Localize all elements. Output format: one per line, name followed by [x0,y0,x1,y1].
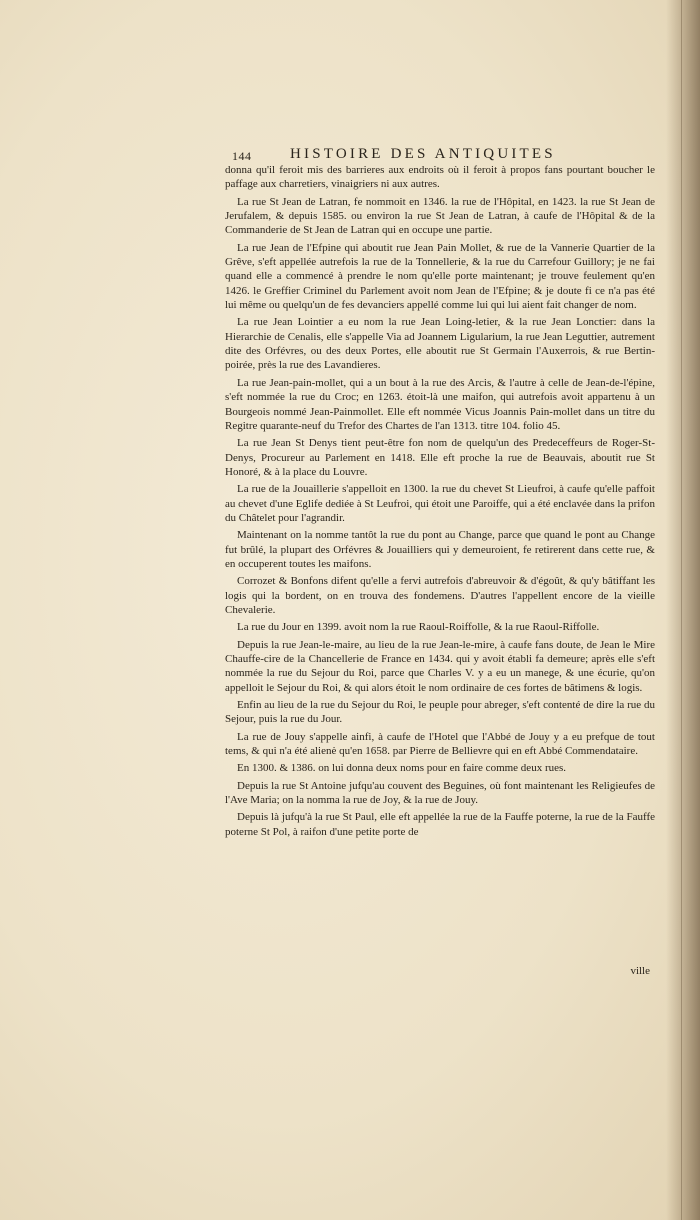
paragraph-sejour-du-roi: Enfin au lieu de la rue du Sejour du Roi, le peuple pour abreger, s'eft contenté de dire la rue du Sejour, puis la rue du Jour. [225,699,655,726]
paragraph-jean-le-maire: Depuis la rue Jean-le-maire, au lieu de la rue Jean-le-mire, à caufe fans doute, de Jean le Mire Chauffe-cire de la Chancellerie de France en 1434. qui y avoit établi fa demeure; après elle s'eft nommée la rue du Sejour du Roi, parce que Charles V. y a eu un manege, & une écurie, qu'on appelloit le Sejour du Roi, & qui alors étoit le nom ordinaire de ces fortes de bâtimens & logis. [225,638,655,694]
running-title: HISTOIRE DES ANTIQUITES [290,146,556,162]
paragraph-rue-du-jour: La rue du Jour en 1399. avoit nom la rue Raoul-Roiffolle, & la rue Raoul-Riffolle. [237,621,600,634]
paragraph-rue-jean-pain-mollet: La rue Jean-pain-mollet, qui a un bout à la rue des Arcis, & l'autre à celle de Jean-de-l'épine, s'eft nommée la rue du Croc; en 1263. étoit-là une maifon, qui autrefois avoit appartenu à un Bourgeois nommé Jean-Painmollet. Elle eft nommée Vicus Joannis Pain-mollet dans un titre du Regitre quarante-neuf du Trefor des Chartes de l'an 1313. titre 104. folio 45. [225,376,655,432]
paragraph-rue-st-antoine: Depuis la rue St Antoine jufqu'au couvent des Beguines, où font maintenant les Religieufes de l'Ave Maria; on la nomma la rue de Joy, & la rue de Jouy. [225,779,655,807]
paragraph-rue-jean-st-denys: La rue Jean St Denys tient peut-être fon nom de quelqu'un des Predeceffeurs de Roger-St-Denys, Procureur au Parlement en 1418. Elle eft proche la rue de Beauvais, aboutit rue St Honoré, & à la place du Louvre. [225,437,655,478]
paragraph-1300-1386: En 1300. & 1386. on lui donna deux noms pour en faire comme deux rues. [237,762,567,775]
catchword: ville [630,965,650,977]
binding-gutter [666,0,700,1220]
paragraph-rue-de-jouy: La rue de Jouy s'appelle ainfi, à caufe de l'Hotel que l'Abbé de Jouy y a eu prefque de tout tems, & qui n'a été alienė qu'en 1658. par Pierre de Bellievre qui en eft Abbé Commendataire. [225,730,655,758]
paragraph-rue-jean-lointier: La rue Jean Lointier a eu nom la rue Jean Loing-letier, & la rue Jean Lonctier: dans la Hierarchie de Cenalis, elle s'appelle Via ad Joannem Ligularium, la rue Jean Leguttier, autrement dite des Orfévres, ou des deux Portes, elle aboutit rue St Germain l'Auxerrois, & rue Bertin-poirée, près la rue des Lavandieres. [225,316,655,372]
paragraph-rue-st-jean-de-latran: La rue St Jean de Latran, fe nommoit en 1346. la rue de l'Hôpital, en 1423. la rue St Jean de Jerufalem, & depuis 1585. ou environ la rue St Jean de Latran, à caufe de l'Hôpital & de la Commanderie de St Jean de Latran qui en occupe une partie. [225,195,655,237]
paragraph-rue-de-la-jouaillerie: La rue de la Jouaillerie s'appelloit en 1300. la rue du chevet St Lieufroi, à caufe qu'elle paffoit au chevet d'une Eglife dediée à St Leufroi, qui étoit une Paroiffe, qui a été enclavée dans la prifon du Châtelet pour l'agrandir. [225,483,655,524]
paragraph-rue-st-paul: Depuis là jufqu'à la rue St Paul, elle eft appellée la rue de la Fauffe poterne, la rue de la Fauffe poterne St Pol, à raifon d'une petite porte de [225,811,655,838]
paragraph-rue-jean-de-lespine: La rue Jean de l'Efpine qui aboutit rue Jean Pain Mollet, & rue de la Vannerie Quartier de la Grêve, s'eft appellée autrefois la rue de la Tonnellerie, & la rue du Carrefour Guillory; je ne fai quand elle a commencé à prendre le nom qu'elle porte maintenant; je trouve feulement qu'en 1426. le Greffier Criminel du Parlement avoit nom Jean de l'Efpine; & je doute fi ce n'a pas été lui même ou quelqu'un de fes devanciers appellé comme lui qui lui aient fait changer de nom. [225,241,655,312]
page-number: 144 [232,149,252,163]
binding-edge-line [681,0,682,1220]
paragraph-corrozet-bonfons: Corrozet & Bonfons difent qu'elle a fervi autrefois d'abreuvoir & d'égoût, & qu'y bâtiffant les logis qui la bordent, on en trouva des fondemens. D'autres l'appellent encore de la vieille Chevalerie. [225,575,655,616]
body-text [225,163,655,842]
paragraph-continuation: donna qu'il feroit mis des barrieres aux endroits où il feroit à propos fans pourtant boucher le paffage aux charretiers, vinaigriers ni aux autres. [225,164,655,191]
paragraph-pont-au-change: Maintenant on la nomme tantôt la rue du pont au Change, parce que quand le pont au Change fut brûlé, la plupart des Orfévres & Jouailliers qui y demeuroient, fe retirerent dans cette rue, & en occuperent toutes les maifons. [225,529,655,570]
